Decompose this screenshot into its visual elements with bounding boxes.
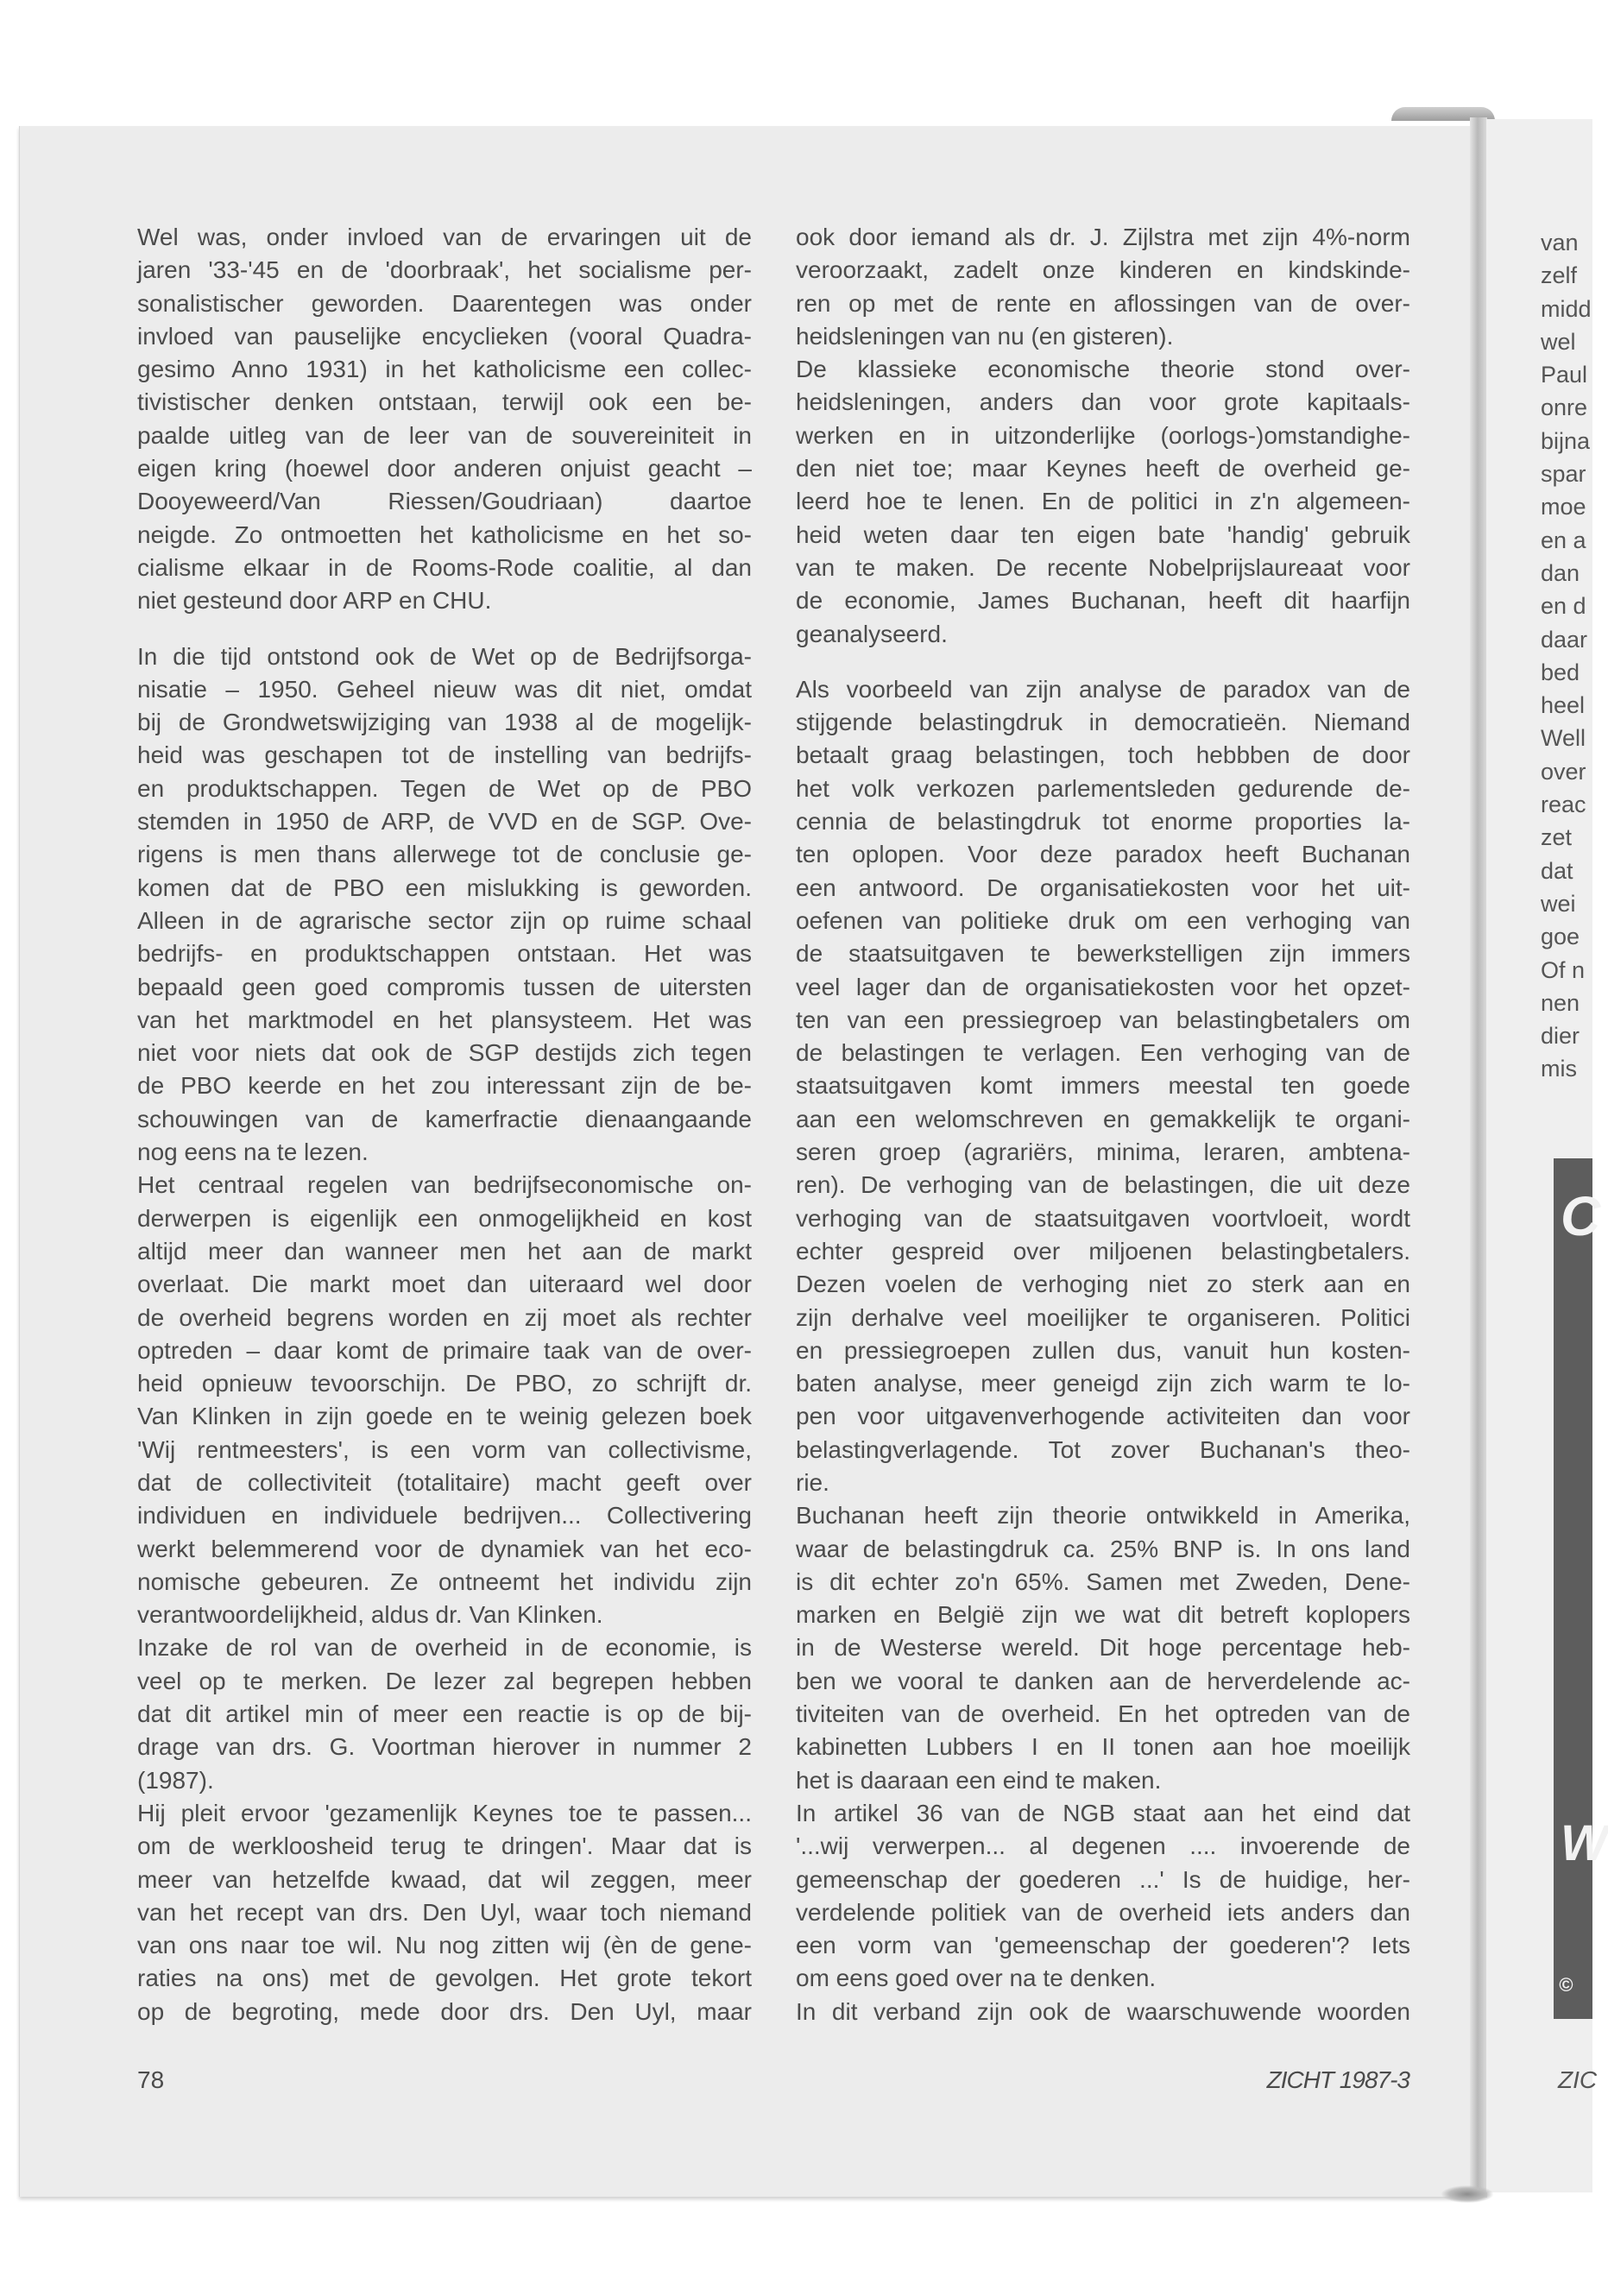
text-line: Buchanan heeft zijn theorie ontwikkeld in Amerika, xyxy=(796,1502,1410,1530)
text-line: aan een welomschreven en gemakkelijk te organi- xyxy=(796,1105,1410,1132)
text-line: Inzake de rol van de overheid in de economie, is xyxy=(137,1634,752,1662)
text-line: veel lager dan de organisatiekosten voor het opzet- xyxy=(796,973,1410,1000)
text-line: heid was geschapen tot de instelling van bedrijfs- xyxy=(137,741,752,769)
text-line: Als voorbeeld van zijn analyse de paradox van de xyxy=(796,675,1410,703)
text-line: ten oplopen. Voor deze paradox heeft Buchanan xyxy=(796,841,1410,868)
paragraph xyxy=(796,221,1410,353)
text-line: overlaat. Die markt moet dan uiteraard wel door xyxy=(137,1271,752,1298)
text-fragment: Well xyxy=(1541,725,1586,752)
text-line: Het centraal regelen van bedrijfseconomische on- xyxy=(137,1171,752,1199)
text-line: nog eens na te lezen. xyxy=(137,1139,369,1166)
text-line: staatsuitgaven komt immers meestal ten goede xyxy=(796,1072,1410,1100)
text-line: Dooyeweerd/Van Riessen/Goudriaan) daartoe xyxy=(137,488,752,515)
text-fragment: wel xyxy=(1541,328,1576,355)
text-line: heidsleningen, anders dan voor grote kapitaals- xyxy=(796,388,1410,416)
paragraph xyxy=(137,1169,752,1631)
text-line: In die tijd ontstond ook de Wet op de Bedrijfsorga- xyxy=(137,642,752,670)
text-line: leerd hoe te lenen. En de politici in z'n algemeen- xyxy=(796,488,1410,515)
text-line: schouwingen van de kamerfractie dienaangaande xyxy=(137,1105,752,1132)
text-fragment: en d xyxy=(1541,593,1586,620)
page-curl-bottom xyxy=(1441,2186,1493,2203)
text-line: niet gesteund door ARP en CHU. xyxy=(137,587,492,615)
text-line: eigen kring (hoewel door anderen onjuist geacht – xyxy=(137,455,752,483)
text-line: gemeenschap der goederen ...' Is de huidige, her- xyxy=(796,1865,1410,1893)
middle-column xyxy=(796,221,1410,2028)
text-line: ren op met de rente en aflossingen van de over- xyxy=(796,289,1410,317)
text-line: belastingverlagende. Tot zover Buchanan's theo- xyxy=(796,1435,1410,1463)
text-line: van het marktmodel en het plansysteem. Het was xyxy=(137,1006,752,1033)
box-glyph: C xyxy=(1561,1185,1601,1247)
text-line: geanalyseerd. xyxy=(796,620,948,647)
text-fragment: en a xyxy=(1541,527,1586,553)
text-line: pen voor uitgavenverhogende activiteiten dan voor xyxy=(796,1403,1410,1430)
book-spine xyxy=(1470,117,1487,2198)
text-line: bepaald geen goed compromis tussen de uitersten xyxy=(137,973,752,1000)
text-line: tiviteiten van de overheid. En het optreden van de xyxy=(796,1700,1410,1728)
page-number: 78 xyxy=(137,2066,165,2093)
text-line: (1987). xyxy=(137,1766,214,1794)
text-fragment: heel xyxy=(1541,692,1586,719)
text-line: ben we vooral te danken aan de herverdelende ac- xyxy=(796,1667,1410,1694)
text-line: niet voor niets dat ook de SGP destijds zich tegen xyxy=(137,1039,752,1067)
text-line: het is daaraan een eind te maken. xyxy=(796,1766,1162,1794)
text-line: In dit verband zijn ook de waarschuwende woorden xyxy=(796,1997,1410,2025)
text-line: De klassieke economische theorie stond over- xyxy=(796,356,1410,383)
text-fragment: daar xyxy=(1541,626,1588,653)
text-line: op de begroting, mede door drs. Den Uyl, maar xyxy=(137,1997,752,2025)
text-line: den niet toe; maar Keynes heeft de overheid ge- xyxy=(796,455,1410,483)
text-line: is dit echter zo'n 65%. Samen met Zweden, Dene- xyxy=(796,1567,1410,1595)
text-line: om eens goed over na te denken. xyxy=(796,1965,1157,1992)
text-section xyxy=(137,640,752,2028)
paragraph xyxy=(796,673,1410,1499)
text-line: dat de collectiviteit (totalitaire) macht geeft over xyxy=(137,1468,752,1496)
text-line: een vorm van 'gemeenschap der goederen'? Iets xyxy=(796,1932,1410,1959)
text-line: verhoging van de staatsuitgaven voortvloeit, wordt xyxy=(796,1204,1410,1232)
text-fragment: goe xyxy=(1541,924,1580,950)
text-line: werken en in uitzonderlijke (oorlogs-)omstandighe- xyxy=(796,421,1410,449)
text-fragment: bed xyxy=(1541,659,1580,685)
text-line: de belastingen te verlagen. Een verhoging van de xyxy=(796,1039,1410,1067)
text-line: ten van een pressiegroep van belastingbetalers om xyxy=(796,1006,1410,1033)
text-line: werkt belemmerend voor de dynamiek van het eco- xyxy=(137,1535,752,1562)
text-fragment: nen xyxy=(1541,989,1580,1016)
text-line: seren groep (agrariërs, minima, leraren, ambtena- xyxy=(796,1139,1410,1166)
text-line: cialisme elkaar in de Rooms-Rode coalitie, al dan xyxy=(137,553,752,581)
text-line: bedrijfs- en produktschappen ontstaan. Het was xyxy=(137,940,752,968)
text-line: echter gespreid over miljoenen belastingbetalers. xyxy=(796,1237,1410,1265)
text-line: heidsleningen van nu (en gisteren). xyxy=(796,322,1174,350)
text-line: Van Klinken in zijn goede en te weinig gelezen boek xyxy=(137,1403,752,1430)
right-page-text-fragments xyxy=(1541,226,1592,1086)
text-line: Hij pleit ervoor 'gezamenlijk Keynes toe te passen... xyxy=(137,1799,752,1826)
text-line: nomische gebeuren. Ze ontneemt het individu zijn xyxy=(137,1567,752,1595)
text-fragment: wei xyxy=(1541,890,1576,917)
text-line: veel op te merken. De lezer zal begrepen hebben xyxy=(137,1667,752,1694)
text-fragment: moe xyxy=(1541,494,1586,520)
text-line: en produktschappen. Tegen de Wet op de PBO xyxy=(137,774,752,802)
text-line: sonalistischer geworden. Daarentegen was onder xyxy=(137,289,752,317)
paragraph xyxy=(137,1797,752,2028)
text-line: altijd meer dan wanneer men het aan de markt xyxy=(137,1237,752,1265)
text-line: van ons naar toe wil. Nu nog zitten wij (èn de gene- xyxy=(137,1932,752,1959)
text-fragment: dan xyxy=(1541,559,1580,586)
text-line: verdelende politiek van de overheid iets anders dan xyxy=(796,1898,1410,1926)
text-line: heid weten daar ten eigen bate 'handig' gebruik xyxy=(796,520,1410,548)
box-glyph: © xyxy=(1559,1974,1573,1996)
text-fragment: dier xyxy=(1541,1023,1580,1050)
text-line: derwerpen is eigenlijk een onmogelijkheid en kost xyxy=(137,1204,752,1232)
text-line: Alleen in de agrarische sector zijn op ruime schaal xyxy=(137,906,752,934)
text-line: van het recept van drs. Den Uyl, waar toch niemand xyxy=(137,1898,752,1926)
text-line: bij de Grondwetswijziging van 1938 al de mogelijk- xyxy=(137,709,752,736)
text-line: een antwoord. De organisatiekosten voor het uit- xyxy=(796,874,1410,901)
text-line: baten analyse, meer geneigd zijn zich warm te lo- xyxy=(796,1370,1410,1397)
text-line: Dezen voelen de verhoging niet zo sterk aan en xyxy=(796,1271,1410,1298)
text-line: nisatie – 1950. Geheel nieuw was dit niet, omdat xyxy=(137,675,752,703)
text-line: waar de belastingdruk ca. 25% BNP is. In ons land xyxy=(796,1535,1410,1562)
paragraph xyxy=(796,353,1410,651)
text-line: optreden – daar komt de primaire taak van de over- xyxy=(137,1336,752,1364)
text-line: oefenen van politieke druk om een verhoging van xyxy=(796,906,1410,934)
text-line: 'Wij rentmeesters', is een vorm van collectivisme, xyxy=(137,1435,752,1463)
text-line: marken en België zijn we wat dit betreft koplopers xyxy=(796,1601,1410,1629)
text-line: '...wij verwerpen... al degenen .... invoerende de xyxy=(796,1832,1410,1860)
text-line: zijn derhalve veel moeilijker te organiseren. Politici xyxy=(796,1303,1410,1331)
text-fragment: Of n xyxy=(1541,956,1586,983)
magazine-issue: ZICHT 1987-3 xyxy=(1266,2066,1409,2093)
text-line: gesimo Anno 1931) in het katholicisme een collec- xyxy=(137,356,752,383)
text-line: tivistischer denken ontstaan, terwijl ook een be- xyxy=(137,388,752,416)
text-fragment: over xyxy=(1541,758,1586,785)
text-line: de overheid begrens worden en zij moet als rechter xyxy=(137,1303,752,1331)
text-line: raties na ons) met de gevolgen. Het grote tekort xyxy=(137,1965,752,1992)
text-fragment: Paul xyxy=(1541,362,1588,388)
text-line: meer van hetzelfde kwaad, dat wil zeggen, meer xyxy=(137,1865,752,1893)
text-line: stemden in 1950 de ARP, de VVD en de SGP. Ove- xyxy=(137,808,752,836)
paragraph xyxy=(137,1631,752,1796)
text-fragment: zelf xyxy=(1541,262,1578,289)
paragraph xyxy=(796,1499,1410,1797)
text-line: rie. xyxy=(796,1468,829,1496)
text-line: jaren '33-'45 en de 'doorbraak', het socialisme per- xyxy=(137,256,752,284)
text-fragment: dat xyxy=(1541,857,1573,884)
text-section xyxy=(796,221,1410,651)
text-line: de PBO keerde en het zou interessant zijn de be- xyxy=(137,1072,752,1100)
text-fragment: mis xyxy=(1541,1056,1577,1082)
text-line: paalde uitleg van de leer van de souvereiniteit in xyxy=(137,421,752,449)
text-line: ren). De verhoging van de belastingen, die uit deze xyxy=(796,1171,1410,1199)
text-fragment: midd xyxy=(1541,295,1592,322)
text-line: de economie, James Buchanan, heeft dit haarfijn xyxy=(796,587,1410,615)
text-fragment: spar xyxy=(1541,461,1586,488)
text-line: drage van drs. G. Voortman hierover in nummer 2 xyxy=(137,1733,752,1761)
text-line: stijgende belastingdruk in democratieën. Niemand xyxy=(796,709,1410,736)
right-page-footer: ZIC xyxy=(1558,2066,1598,2093)
text-line: en pressiegroepen zullen dus, vanuit hun kosten- xyxy=(796,1336,1410,1364)
text-line: om de werkloosheid terug te dringen'. Maar dat is xyxy=(137,1832,752,1860)
text-line: verantwoordelijkheid, aldus dr. Van Klinken. xyxy=(137,1601,603,1629)
left-column xyxy=(137,221,752,2028)
paragraph xyxy=(137,640,752,1170)
text-line: veroorzaakt, zadelt onze kinderen en kindskinde- xyxy=(796,256,1410,284)
paragraph xyxy=(137,221,752,618)
text-line: het volk verkozen parlementsleden gedurende de- xyxy=(796,774,1410,802)
text-line: van te maken. De recente Nobelprijslaureaat voor xyxy=(796,553,1410,581)
text-fragment: zet xyxy=(1541,824,1573,851)
text-fragment: onre xyxy=(1541,394,1588,421)
text-line: neigde. Zo ontmoetten het katholicisme en het so- xyxy=(137,520,752,548)
text-line: individuen en individuele bedrijven... Collectivering xyxy=(137,1502,752,1530)
text-line: In artikel 36 van de NGB staat aan het eind dat xyxy=(796,1799,1410,1826)
text-section xyxy=(137,221,752,618)
right-page-dark-box xyxy=(1554,1158,1608,2019)
paragraph xyxy=(796,1797,1410,1996)
paragraph xyxy=(796,1996,1410,2028)
text-line: kabinetten Lubbers I en II tonen aan hoe moeilijk xyxy=(796,1733,1410,1761)
text-line: cennia de belastingdruk tot enorme proporties la- xyxy=(796,808,1410,836)
box-glyph: W xyxy=(1561,1815,1608,1871)
text-line: rigens is men thans allerwege tot de conclusie ge- xyxy=(137,841,752,868)
text-line: de staatsuitgaven te bewerkstelligen zijn immers xyxy=(796,940,1410,968)
text-line: in de Westerse wereld. Dit hoge percentage heb- xyxy=(796,1634,1410,1662)
text-line: betaalt graag belastingen, toch hebbben de door xyxy=(796,741,1410,769)
text-line: ook door iemand als dr. J. Zijlstra met zijn 4%-norm xyxy=(796,224,1410,250)
text-fragment: bijna xyxy=(1541,427,1591,454)
text-line: dat dit artikel min of meer een reactie is op de bij- xyxy=(137,1700,752,1728)
text-section xyxy=(796,673,1410,2028)
text-fragment: van xyxy=(1541,230,1579,255)
text-fragment: reac xyxy=(1541,792,1586,818)
text-line: Wel was, onder invloed van de ervaringen uit de xyxy=(137,224,752,250)
text-line: heid opnieuw tevoorschijn. De PBO, zo schrijft dr. xyxy=(137,1370,752,1397)
text-line: komen dat de PBO een mislukking is geworden. xyxy=(137,874,752,901)
text-line: invloed van pauselijke encyclieken (vooral Quadra- xyxy=(137,322,752,350)
